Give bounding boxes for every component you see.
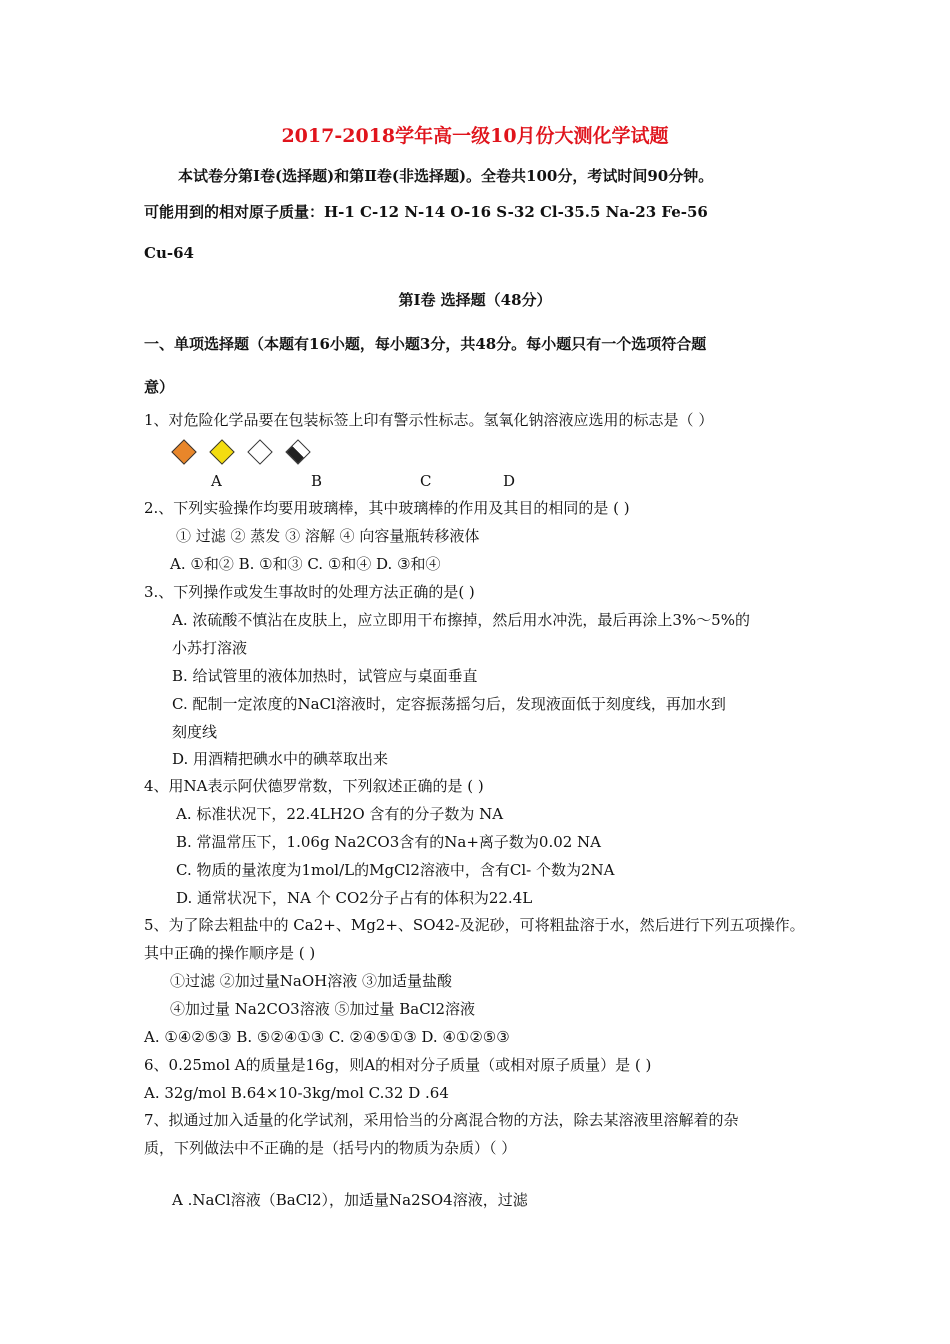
q3-option-a-1: A. 浓硫酸不慎沾在皮肤上，应立即用干布擦掉，然后用水冲洗，最后再涂上3%～5%的 — [172, 611, 750, 629]
q1-label-a: A — [211, 472, 222, 490]
question-6: 6、0.25mol A的质量是16g，则A的相对分子质量（或相对原子质量）是 ( ) — [144, 1056, 652, 1074]
q7-option-a: A .NaCl溶液（BaCl2），加适量Na2SO4溶液，过滤 — [172, 1191, 528, 1209]
q4-option-a: A. 标准状况下，22.4LH2O 含有的分子数为 NA — [176, 805, 504, 823]
part1-heading-2: 意） — [144, 378, 175, 396]
q1-label-d: D — [503, 472, 516, 490]
corrosive-hazard-icon — [286, 440, 308, 462]
question-5-line-2: 其中正确的操作顺序是 ( ) — [144, 944, 316, 962]
q1-label-b: B — [311, 472, 323, 490]
question-2: 2.、下列实验操作均要用玻璃棒，其中玻璃棒的作用及其目的相同的是 ( ) — [144, 499, 630, 517]
q2-items: ① 过滤 ② 蒸发 ③ 溶解 ④ 向容量瓶转移液体 — [176, 527, 480, 545]
q5-steps-2: ④加过量 Na2CO3溶液 ⑤加过量 BaCl2溶液 — [170, 1000, 476, 1018]
question-7-line-1: 7、拟通过加入适量的化学试剂，采用恰当的分离混合物的方法，除去某溶液里溶解着的杂 — [144, 1111, 739, 1129]
section-title: 第Ⅰ卷 选择题（48分） — [398, 291, 552, 309]
explosive-hazard-icon — [172, 440, 194, 462]
question-4: 4、用NA表示阿伏德罗常数，下列叙述正确的是 ( ) — [144, 777, 484, 795]
toxic-hazard-icon — [248, 440, 270, 462]
q6-options: A. 32g/mol B.64×10-3kg/mol C.32 D .64 — [144, 1084, 449, 1102]
question-5-line-1: 5、为了除去粗盐中的 Ca2+、Mg2+、SO42-及泥砂，可将粗盐溶于水，然后进行下列五项操作。 — [144, 916, 805, 934]
exam-title: 2017-2018学年高一级10月份大测化学试题 — [281, 125, 669, 147]
q1-label-c: C — [420, 472, 432, 490]
part1-heading-1: 一、单项选择题（本题有16小题，每小题3分，共48分。每小题只有一个选项符合题 — [144, 335, 707, 353]
atomic-mass-line-2: Cu-64 — [144, 244, 194, 262]
exam-intro: 本试卷分第Ⅰ卷(选择题)和第Ⅱ卷(非选择题)。全卷共100分，考试时间90分钟。 — [178, 167, 714, 185]
q3-option-c-1: C. 配制一定浓度的NaCl溶液时，定容振荡摇匀后，发现液面低于刻度线，再加水到 — [172, 695, 726, 713]
q4-option-d: D. 通常状况下，NA 个 CO2分子占有的体积为22.4L — [176, 889, 533, 907]
hazard-icons — [172, 440, 308, 462]
oxidizer-hazard-icon — [210, 440, 232, 462]
q3-option-d: D. 用酒精把碘水中的碘萃取出来 — [172, 750, 389, 768]
q2-options: A. ①和② B. ①和③ C. ①和④ D. ③和④ — [170, 555, 441, 573]
q5-steps-1: ①过滤 ②加过量NaOH溶液 ③加适量盐酸 — [170, 972, 452, 990]
atomic-mass-line-1: 可能用到的相对原子质量：H-1 C-12 N-14 O-16 S-32 Cl-35.5 Na-23 Fe-56 — [144, 203, 708, 221]
q4-option-c: C. 物质的量浓度为1mol/L的MgCl2溶液中，含有Cl- 个数为2NA — [176, 861, 615, 879]
question-7-line-2: 质，下列做法中不正确的是（括号内的物质为杂质）（ ） — [144, 1139, 517, 1157]
question-1: 1、对危险化学品要在包装标签上印有警示性标志。氢氧化钠溶液应选用的标志是（ ） — [144, 411, 714, 429]
q4-option-b: B. 常温常压下，1.06g Na2CO3含有的Na+离子数为0.02 NA — [176, 833, 602, 851]
q5-options: A. ①④②⑤③ B. ⑤②④①③ C. ②④⑤①③ D. ④①②⑤③ — [144, 1028, 510, 1046]
q3-option-a-2: 小苏打溶液 — [172, 639, 248, 657]
question-3: 3.、下列操作或发生事故时的处理方法正确的是( ) — [144, 583, 475, 601]
q3-option-c-2: 刻度线 — [172, 723, 218, 741]
q3-option-b: B. 给试管里的液体加热时，试管应与桌面垂直 — [172, 667, 478, 685]
